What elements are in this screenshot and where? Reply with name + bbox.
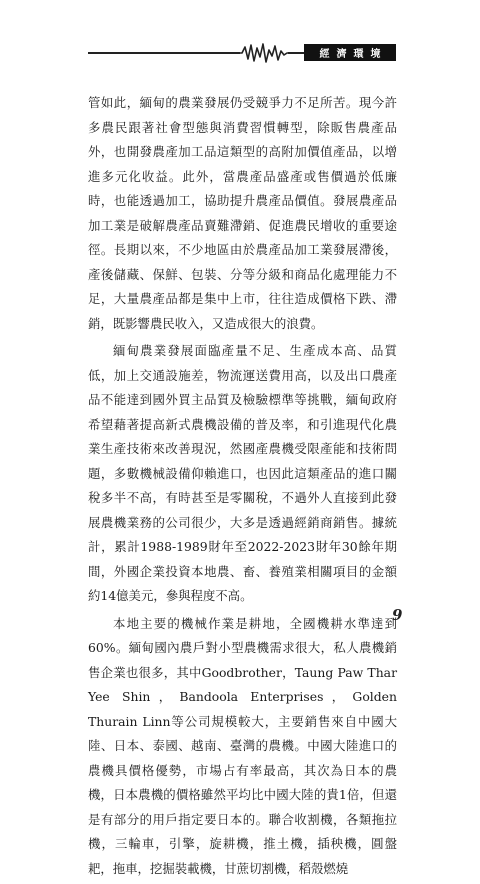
- header-rule-left: [88, 52, 240, 54]
- section-badge: [304, 44, 396, 61]
- page-number: 9: [392, 606, 403, 624]
- paragraph-1: 管如此，緬甸的農業發展仍受競爭力不足所苦。現今許多農民跟著社會型態與消費習慣轉型，除販售農產品外，也開發農產加工品這類型的高附加價值產品，以增進多元化收益。此外，當農產品盛產或售價過於低廉時，也能透過加工，協助提升農產品價值。發展農產品加工業是破解農產品賣難滯銷、促進農民增收的重要途徑。長期以來，不少地區由於農產品加工業發展滯後，產後儲藏、保鮮、包裝、分等分級和商品化處理能力不足，大量農產品都是集中上市，往往造成價格下跌、滯銷，既影響農民收入，又造成很大的浪費。: [88, 95, 397, 331]
- section-title: 經濟環境: [319, 49, 388, 60]
- body-text: [88, 91, 397, 884]
- paragraph-3: 本地主要的機械作業是耕地，全國機耕水準達到60%。緬甸國內農戶對小型農機需求很大，私人農機銷售企業也很多，其中Goodbrother，Taung Paw Thar Yee Shin，Bandoola Enterprises，Golden Thurain Linn等公司規模較大，主要銷售來自中國大陸、日本、泰國、越南、臺灣的農機。中國大陸進口的農機具價格優勢，市場占有率最高，其次為日本的農機，日本農機的價格雖然平均比中國大陸的貴1倍，但還是有部分的用戶指定要日本的。聯合收割機，各類拖拉機，三輪車，引擎，旋耕機，推土機，插秧機，圓盤耙，拖車，挖掘裝載機，甘蔗切割機，稻殼燃燒: [88, 615, 397, 876]
- paragraph-2: 緬甸農業發展面臨產量不足、生產成本高、品質低，加上交通設施差，物流運送費用高，以及出口農產品不能達到國外買主品質及檢驗標準等挑戰，緬甸政府希望藉著提高新式農機設備的普及率，和引進現代化農業生產技術來改善現況，然國產農機受限產能和技術問題，多數機械設備仰賴進口，也因此這類產品的進口關稅多半不高，有時甚至是零關稅，不過外人直接到此發展農機業務的公司很少，大多是透過經銷商銷售。據統計，累計1988-1989財年至2022-2023財年30餘年期間，外國企業投資本地農、畜、養殖業相關項目的金額約14億美元，參與程度不高。: [88, 343, 397, 603]
- heartbeat-icon: [236, 42, 296, 64]
- page-header: [0, 42, 480, 64]
